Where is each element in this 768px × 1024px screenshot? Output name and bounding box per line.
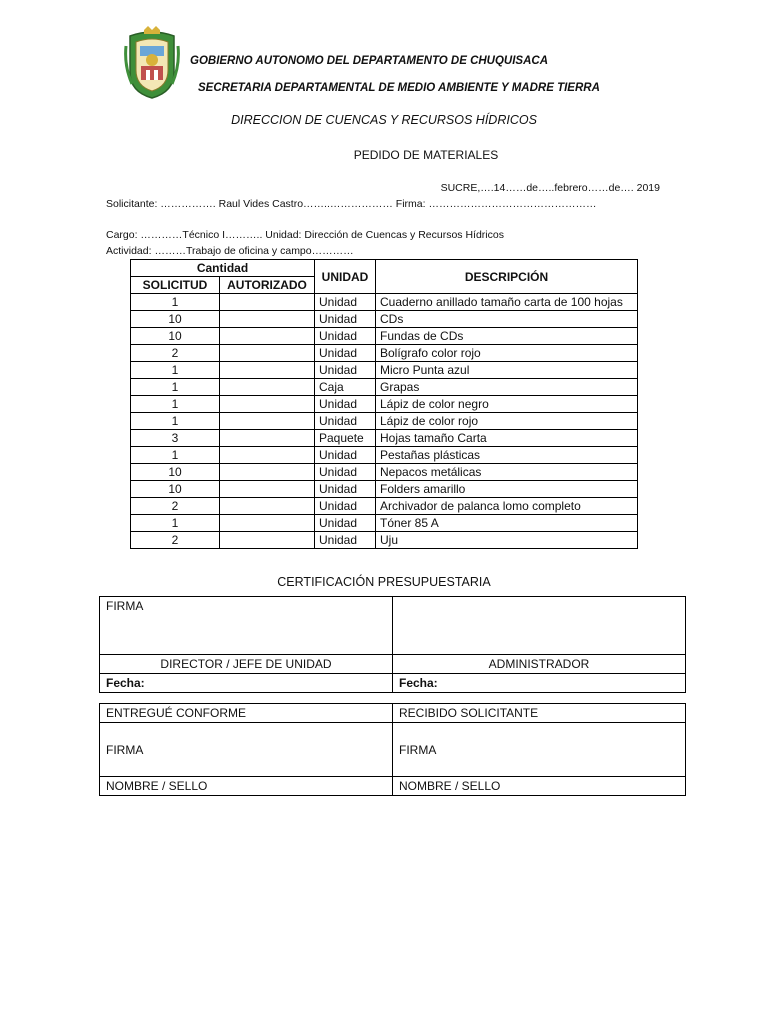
cell-autorizado xyxy=(220,498,315,515)
header-solicitud: SOLICITUD xyxy=(131,277,220,294)
cell-autorizado xyxy=(220,413,315,430)
header-autorizado: AUTORIZADO xyxy=(220,277,315,294)
certificacion-box xyxy=(99,596,686,693)
nombre-sello-right: NOMBRE / SELLO xyxy=(393,777,686,796)
table-row xyxy=(131,328,638,345)
header-government: GOBIERNO AUTONOMO DEL DEPARTAMENTO DE CHUQUISACA xyxy=(190,55,549,67)
table-row xyxy=(131,464,638,481)
cell-autorizado xyxy=(220,362,315,379)
table-row xyxy=(131,345,638,362)
certificacion-title: CERTIFICACIÓN PRESUPUESTARIA xyxy=(277,575,491,589)
entregue-label: ENTREGUÉ CONFORME xyxy=(100,704,393,723)
cell-solicitud: 10 xyxy=(131,328,220,345)
table-row xyxy=(131,430,638,447)
table-row xyxy=(131,396,638,413)
director-label: DIRECTOR / JEFE DE UNIDAD xyxy=(100,655,393,674)
cell-autorizado xyxy=(220,328,315,345)
document-title: PEDIDO DE MATERIALES xyxy=(353,148,499,162)
table-row xyxy=(131,481,638,498)
cell-descripcion: Folders amarillo xyxy=(376,481,638,498)
cell-descripcion: Nepacos metálicas xyxy=(376,464,638,481)
cell-autorizado xyxy=(220,345,315,362)
cell-solicitud: 2 xyxy=(131,345,220,362)
cell-solicitud: 1 xyxy=(131,413,220,430)
header-direction: DIRECCION DE CUENCAS Y RECURSOS HÍDRICOS xyxy=(231,113,537,127)
actividad-line: Actividad: ………Trabajo de oficina y campo………… xyxy=(106,245,354,257)
table-row xyxy=(131,379,638,396)
cell-autorizado xyxy=(220,311,315,328)
certificacion-firma-label: FIRMA xyxy=(100,597,393,655)
materials-table xyxy=(130,259,638,549)
cell-descripcion: Archivador de palanca lomo completo xyxy=(376,498,638,515)
header-unidad: UNIDAD xyxy=(315,260,376,294)
cell-solicitud: 2 xyxy=(131,498,220,515)
cell-descripcion: Cuaderno anillado tamaño carta de 100 hojas xyxy=(376,294,638,311)
table-row xyxy=(131,515,638,532)
cell-autorizado xyxy=(220,294,315,311)
cell-autorizado xyxy=(220,532,315,549)
cell-unidad: Caja xyxy=(315,379,376,396)
nombre-sello-left: NOMBRE / SELLO xyxy=(100,777,393,796)
header-cantidad: Cantidad xyxy=(131,260,315,277)
cell-descripcion: CDs xyxy=(376,311,638,328)
header-descripcion: DESCRIPCIÓN xyxy=(376,260,638,294)
administrador-label: ADMINISTRADOR xyxy=(393,655,686,674)
cell-autorizado xyxy=(220,379,315,396)
cell-unidad: Unidad xyxy=(315,481,376,498)
table-row xyxy=(131,498,638,515)
fecha-left-label: Fecha: xyxy=(100,674,393,693)
cell-unidad: Unidad xyxy=(315,515,376,532)
cell-unidad: Unidad xyxy=(315,413,376,430)
cell-autorizado xyxy=(220,515,315,532)
cell-descripcion: Grapas xyxy=(376,379,638,396)
cell-unidad: Unidad xyxy=(315,396,376,413)
cell-solicitud: 1 xyxy=(131,362,220,379)
cell-unidad: Unidad xyxy=(315,311,376,328)
cell-unidad: Unidad xyxy=(315,362,376,379)
cell-unidad: Paquete xyxy=(315,430,376,447)
cell-solicitud: 10 xyxy=(131,464,220,481)
cell-unidad: Unidad xyxy=(315,498,376,515)
cell-unidad: Unidad xyxy=(315,294,376,311)
entrega-box xyxy=(99,703,686,796)
fecha-right-label: Fecha: xyxy=(393,674,686,693)
cell-unidad: Unidad xyxy=(315,447,376,464)
header-secretariat: SECRETARIA DEPARTAMENTAL DE MEDIO AMBIENTE Y MADRE TIERRA xyxy=(198,82,600,94)
cell-autorizado xyxy=(220,481,315,498)
date-line: SUCRE,….14……de…..febrero……de…. 2019 xyxy=(440,182,660,194)
cell-descripcion: Lápiz de color negro xyxy=(376,396,638,413)
solicitante-line: Solicitante: ……………. Raul Vides Castro……..……………… Firma: ………………………………………… xyxy=(106,198,597,210)
cell-autorizado xyxy=(220,447,315,464)
cell-descripcion: Lápiz de color rojo xyxy=(376,413,638,430)
cell-autorizado xyxy=(220,464,315,481)
table-row xyxy=(131,311,638,328)
cell-unidad: Unidad xyxy=(315,328,376,345)
cell-unidad: Unidad xyxy=(315,532,376,549)
cell-solicitud: 1 xyxy=(131,294,220,311)
cell-solicitud: 2 xyxy=(131,532,220,549)
cell-descripcion: Micro Punta azul xyxy=(376,362,638,379)
cell-autorizado xyxy=(220,430,315,447)
cell-descripcion: Fundas de CDs xyxy=(376,328,638,345)
cell-descripcion: Pestañas plásticas xyxy=(376,447,638,464)
cell-solicitud: 1 xyxy=(131,447,220,464)
table-row xyxy=(131,362,638,379)
cell-solicitud: 1 xyxy=(131,396,220,413)
cell-unidad: Unidad xyxy=(315,345,376,362)
table-row xyxy=(131,532,638,549)
cargo-line: Cargo: …………Técnico I……….. Unidad: Dirección de Cuencas y Recursos Hídricos xyxy=(106,229,504,241)
table-row xyxy=(131,294,638,311)
table-row xyxy=(131,447,638,464)
cell-descripcion: Bolígrafo color rojo xyxy=(376,345,638,362)
cell-unidad: Unidad xyxy=(315,464,376,481)
cell-solicitud: 10 xyxy=(131,311,220,328)
cell-solicitud: 10 xyxy=(131,481,220,498)
cell-descripcion: Uju xyxy=(376,532,638,549)
entrega-firma-left: FIRMA xyxy=(100,723,393,777)
entrega-firma-right: FIRMA xyxy=(393,723,686,777)
recibido-label: RECIBIDO SOLICITANTE xyxy=(393,704,686,723)
cell-solicitud: 3 xyxy=(131,430,220,447)
cell-autorizado xyxy=(220,396,315,413)
cell-solicitud: 1 xyxy=(131,379,220,396)
cell-descripcion: Tóner 85 A xyxy=(376,515,638,532)
cell-solicitud: 1 xyxy=(131,515,220,532)
table-row xyxy=(131,413,638,430)
cell-descripcion: Hojas tamaño Carta xyxy=(376,430,638,447)
certificacion-firma-blank xyxy=(393,597,686,655)
coat-of-arms-logo xyxy=(124,26,180,100)
